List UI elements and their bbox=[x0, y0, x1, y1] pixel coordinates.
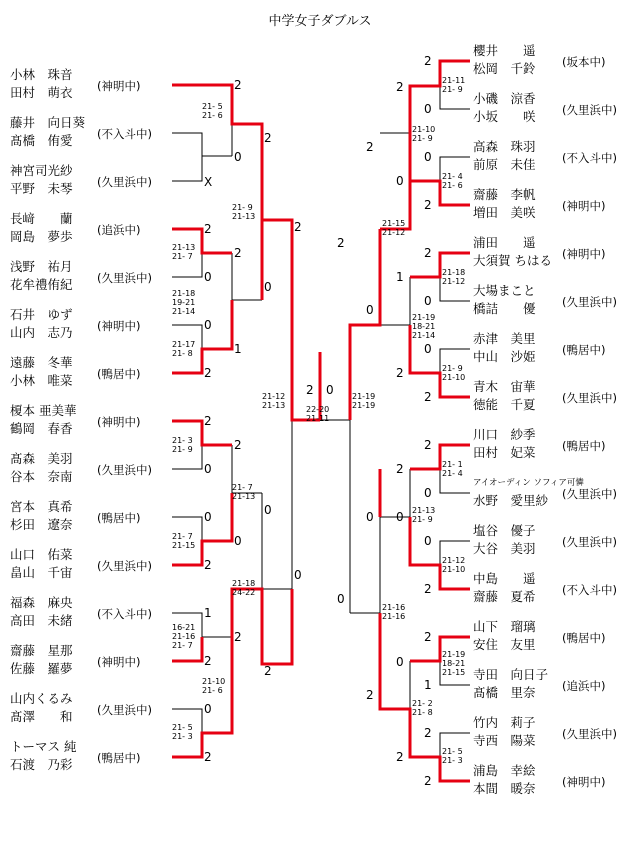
game-count: 0 bbox=[424, 150, 432, 164]
set-score: 21- 9 bbox=[442, 85, 463, 94]
set-scores bbox=[202, 102, 223, 120]
set-scores bbox=[306, 405, 329, 423]
game-count: 2 bbox=[234, 78, 242, 92]
game-count: 0 bbox=[326, 383, 334, 397]
player-name: 神宮司光紗 bbox=[10, 163, 73, 178]
set-score: 21- 8 bbox=[412, 708, 433, 717]
player-name: 大場まこと bbox=[473, 283, 536, 298]
set-score: 21- 9 bbox=[442, 364, 463, 373]
player-name: 竹内 莉子 bbox=[473, 715, 536, 730]
club-name: (久里浜中) bbox=[97, 463, 152, 477]
set-score: 21- 5 bbox=[442, 747, 463, 756]
game-count: 2 bbox=[366, 688, 374, 702]
set-scores bbox=[232, 483, 255, 501]
game-count: 0 bbox=[337, 592, 345, 606]
game-count: X bbox=[204, 175, 213, 189]
set-score: 21-13 bbox=[232, 212, 256, 221]
player-name: 髙橋 里奈 bbox=[473, 685, 536, 700]
club-name: (鴨居中) bbox=[97, 367, 141, 381]
game-count: 0 bbox=[396, 655, 404, 669]
player-name: 佐藤 羅夢 bbox=[10, 661, 73, 676]
player-name: 本間 暖奈 bbox=[473, 781, 536, 796]
set-score: 21-10 bbox=[442, 565, 466, 574]
club-name: (鴨居中) bbox=[562, 343, 606, 357]
game-count: 2 bbox=[337, 236, 345, 250]
set-score: 21-16 bbox=[382, 612, 406, 621]
set-score: 21-19 bbox=[352, 392, 376, 401]
club-name: (不入斗中) bbox=[97, 127, 152, 141]
game-count: 2 bbox=[306, 383, 314, 397]
player-name: 畠山 千宙 bbox=[10, 565, 73, 580]
player-name: 前原 未佳 bbox=[473, 157, 536, 172]
set-scores bbox=[442, 76, 465, 94]
player-name: 齋藤 夏希 bbox=[473, 589, 536, 604]
club-name: (久里浜中) bbox=[562, 391, 617, 405]
player-name: 花牟禮侑紀 bbox=[10, 277, 73, 292]
club-name: (久里浜中) bbox=[97, 559, 152, 573]
player-name: 小坂 咲 bbox=[473, 109, 536, 124]
set-score: 19-21 bbox=[172, 298, 196, 307]
player-name: 藤井 向日葵 bbox=[10, 115, 86, 130]
set-scores bbox=[232, 203, 255, 221]
club-name: (久里浜中) bbox=[97, 703, 152, 717]
club-name: (神明中) bbox=[562, 247, 606, 261]
set-score: 21- 5 bbox=[172, 723, 193, 732]
set-score: 21-15 bbox=[172, 541, 196, 550]
player-name: 青木 宙華 bbox=[473, 379, 536, 394]
set-score: 21-19 bbox=[412, 313, 436, 322]
game-count: 2 bbox=[204, 366, 212, 380]
set-scores bbox=[382, 219, 405, 237]
game-count: 2 bbox=[424, 582, 432, 596]
player-name: 小林 唯菜 bbox=[10, 373, 73, 388]
set-score: 21- 9 bbox=[232, 203, 253, 212]
set-score: 21-14 bbox=[412, 331, 436, 340]
club-name: (久里浜中) bbox=[97, 271, 152, 285]
game-count: 2 bbox=[396, 462, 404, 476]
player-name: 塩谷 優子 bbox=[473, 523, 536, 538]
set-score: 21- 5 bbox=[202, 102, 223, 111]
player-name: 大谷 美羽 bbox=[473, 541, 536, 556]
player-name: 山内くるみ bbox=[10, 691, 73, 706]
set-score: 21- 7 bbox=[232, 483, 253, 492]
game-count: 1 bbox=[424, 678, 432, 692]
game-count: 1 bbox=[204, 606, 212, 620]
player-name: 榎本 亜美華 bbox=[10, 403, 77, 418]
game-count: 0 bbox=[204, 702, 212, 716]
player-name: 石渡 乃彩 bbox=[10, 757, 73, 772]
player-name: 髙澤 和 bbox=[10, 709, 73, 724]
game-count: 0 bbox=[264, 280, 272, 294]
player-name: 遠藤 冬華 bbox=[10, 355, 73, 370]
set-scores bbox=[172, 340, 195, 358]
game-count: 2 bbox=[234, 630, 242, 644]
club-name: (鴨居中) bbox=[97, 751, 141, 765]
player-name: 長﨑 蘭 bbox=[10, 211, 73, 226]
set-scores bbox=[442, 556, 465, 574]
set-scores bbox=[412, 125, 435, 143]
game-count: 2 bbox=[264, 664, 272, 678]
player-name: 安住 友里 bbox=[473, 637, 536, 652]
player-name: 山下 瑠璃 bbox=[473, 619, 536, 634]
game-count: 0 bbox=[234, 150, 242, 164]
player-name: 水野 愛里紗 bbox=[473, 493, 549, 508]
set-scores bbox=[172, 532, 195, 550]
set-score: 21-13 bbox=[262, 401, 286, 410]
game-count: 2 bbox=[204, 654, 212, 668]
player-name: 赤津 美里 bbox=[473, 331, 536, 346]
game-count: 0 bbox=[234, 534, 242, 548]
set-score: 21-19 bbox=[442, 650, 466, 659]
set-score: 21- 4 bbox=[442, 172, 463, 181]
set-score: 21-19 bbox=[352, 401, 376, 410]
set-score: 18-21 bbox=[412, 322, 436, 331]
game-count: 0 bbox=[424, 294, 432, 308]
set-score: 24-22 bbox=[232, 588, 256, 597]
club-name: (神明中) bbox=[562, 775, 606, 789]
set-scores bbox=[352, 392, 375, 410]
set-scores bbox=[442, 172, 463, 190]
game-count: 0 bbox=[204, 270, 212, 284]
game-count: 2 bbox=[204, 222, 212, 236]
club-name: (神明中) bbox=[97, 655, 141, 669]
game-count: 2 bbox=[264, 131, 272, 145]
set-score: 21-16 bbox=[172, 632, 196, 641]
set-score: 21-18 bbox=[232, 579, 256, 588]
club-name: (追浜中) bbox=[562, 679, 606, 693]
game-count: 2 bbox=[366, 140, 374, 154]
club-name: (神明中) bbox=[97, 415, 141, 429]
set-score: 21-12 bbox=[442, 556, 466, 565]
player-name: 大須賀 ちはる bbox=[473, 253, 552, 268]
set-score: 21-18 bbox=[442, 268, 466, 277]
game-count: 1 bbox=[234, 342, 242, 356]
club-name: (神明中) bbox=[97, 319, 141, 333]
set-scores bbox=[442, 268, 465, 286]
club-name: (久里浜中) bbox=[562, 295, 617, 309]
set-score: 21-10 bbox=[202, 677, 226, 686]
set-score: 21- 2 bbox=[412, 699, 433, 708]
set-score: 21-15 bbox=[382, 219, 406, 228]
set-score: 21-12 bbox=[262, 392, 286, 401]
set-score: 21-12 bbox=[442, 277, 466, 286]
set-score: 21-13 bbox=[172, 243, 196, 252]
set-scores bbox=[232, 579, 255, 597]
player-name: 杉田 遼奈 bbox=[10, 517, 73, 532]
set-score: 21-18 bbox=[172, 289, 196, 298]
game-count: 2 bbox=[204, 414, 212, 428]
player-name: 中島 遥 bbox=[473, 571, 536, 586]
set-scores bbox=[172, 436, 193, 454]
club-name: (久里浜中) bbox=[97, 175, 152, 189]
set-score: 21- 1 bbox=[442, 460, 463, 469]
set-score: 21-15 bbox=[442, 668, 466, 677]
club-name: (久里浜中) bbox=[562, 103, 617, 117]
player-name: 松岡 千鈴 bbox=[473, 61, 536, 76]
club-name: (鴨居中) bbox=[97, 511, 141, 525]
game-count: 0 bbox=[204, 318, 212, 332]
player-name: 石井 ゆず bbox=[10, 307, 73, 322]
game-count: 0 bbox=[294, 568, 302, 582]
set-score: 21- 9 bbox=[412, 134, 433, 143]
game-count: 0 bbox=[204, 462, 212, 476]
game-count: 2 bbox=[424, 198, 432, 212]
player-name: 浅野 祐月 bbox=[10, 259, 73, 274]
club-name: (神明中) bbox=[562, 199, 606, 213]
set-scores bbox=[202, 677, 225, 695]
set-scores bbox=[412, 313, 435, 340]
player-name: アイオーディン ソフィア可憐 bbox=[473, 478, 584, 488]
set-score: 22-20 bbox=[306, 405, 330, 414]
game-count: 0 bbox=[424, 102, 432, 116]
set-score: 21- 7 bbox=[172, 641, 193, 650]
player-name: 山口 佑菜 bbox=[10, 547, 73, 562]
set-score: 21- 4 bbox=[442, 469, 463, 478]
set-score: 21- 3 bbox=[172, 732, 193, 741]
game-count: 2 bbox=[424, 438, 432, 452]
set-score: 21-14 bbox=[172, 307, 196, 316]
club-name: (坂本中) bbox=[562, 55, 606, 69]
player-name: 福森 麻央 bbox=[10, 595, 73, 610]
set-score: 21- 9 bbox=[412, 515, 433, 524]
game-count: 0 bbox=[204, 510, 212, 524]
player-name: 宮本 真希 bbox=[10, 499, 73, 514]
game-count: 0 bbox=[424, 342, 432, 356]
player-name: 髙橋 侑愛 bbox=[10, 133, 73, 148]
player-name: 髙森 美羽 bbox=[10, 451, 73, 466]
set-score: 18-21 bbox=[442, 659, 466, 668]
set-scores bbox=[442, 460, 463, 478]
player-name: 齋藤 星那 bbox=[10, 643, 73, 658]
club-name: (久里浜中) bbox=[562, 487, 617, 501]
club-name: (神明中) bbox=[97, 79, 141, 93]
player-name: 高森 珠羽 bbox=[473, 139, 536, 154]
game-count: 2 bbox=[424, 774, 432, 788]
player-name: 高田 未緒 bbox=[10, 613, 73, 628]
set-score: 21- 3 bbox=[442, 756, 463, 765]
game-count: 0 bbox=[396, 174, 404, 188]
set-score: 21- 9 bbox=[172, 445, 193, 454]
club-name: (不入斗中) bbox=[562, 151, 617, 165]
game-count: 2 bbox=[424, 630, 432, 644]
player-name: 浦島 幸絵 bbox=[473, 763, 536, 778]
set-score: 21- 3 bbox=[172, 436, 193, 445]
set-score: 21-16 bbox=[382, 603, 406, 612]
set-scores bbox=[412, 506, 435, 524]
player-name: 小林 珠音 bbox=[10, 67, 73, 82]
game-count: 0 bbox=[366, 510, 374, 524]
player-name: 岡島 夢歩 bbox=[10, 229, 73, 244]
set-scores bbox=[412, 699, 433, 717]
player-name: 齋藤 李帆 bbox=[473, 187, 536, 202]
game-count: 0 bbox=[424, 486, 432, 500]
player-name: 鶴岡 春香 bbox=[10, 421, 73, 436]
game-count: 2 bbox=[424, 54, 432, 68]
player-name: 小磯 涼香 bbox=[473, 91, 536, 106]
set-score: 21- 6 bbox=[202, 111, 223, 120]
set-score: 21-10 bbox=[442, 373, 466, 382]
game-count: 2 bbox=[424, 390, 432, 404]
game-count: 2 bbox=[396, 366, 404, 380]
game-count: 0 bbox=[366, 303, 374, 317]
club-name: (不入斗中) bbox=[562, 583, 617, 597]
set-scores bbox=[442, 650, 465, 677]
game-count: 2 bbox=[234, 246, 242, 260]
set-score: 21-13 bbox=[232, 492, 256, 501]
player-name: 増田 美咲 bbox=[473, 205, 536, 220]
game-count: 2 bbox=[204, 558, 212, 572]
set-scores bbox=[442, 364, 465, 382]
set-score: 21-11 bbox=[306, 414, 330, 423]
player-name: 寺西 陽菜 bbox=[473, 733, 536, 748]
set-score: 16-21 bbox=[172, 623, 196, 632]
set-score: 21-12 bbox=[382, 228, 406, 237]
set-score: 21- 8 bbox=[172, 349, 193, 358]
game-count: 2 bbox=[234, 438, 242, 452]
club-name: (久里浜中) bbox=[562, 727, 617, 741]
club-name: (鴨居中) bbox=[562, 439, 606, 453]
game-count: 2 bbox=[424, 246, 432, 260]
game-count: 2 bbox=[204, 750, 212, 764]
club-name: (追浜中) bbox=[97, 223, 141, 237]
set-score: 21- 7 bbox=[172, 252, 193, 261]
set-score: 21- 6 bbox=[202, 686, 223, 695]
player-name: 田村 萌衣 bbox=[10, 85, 73, 100]
game-count: 2 bbox=[294, 220, 302, 234]
player-name: トーマス 純 bbox=[10, 739, 77, 754]
set-score: 21- 6 bbox=[442, 181, 463, 190]
club-name: (久里浜中) bbox=[562, 535, 617, 549]
player-name: 橋詰 優 bbox=[473, 301, 536, 316]
club-name: (鴨居中) bbox=[562, 631, 606, 645]
club-name: (不入斗中) bbox=[97, 607, 152, 621]
player-name: 徳能 千夏 bbox=[473, 397, 536, 412]
game-count: 2 bbox=[396, 80, 404, 94]
set-scores bbox=[442, 747, 463, 765]
player-name: 山内 志乃 bbox=[10, 325, 73, 340]
set-scores bbox=[382, 603, 405, 621]
game-count: 0 bbox=[424, 534, 432, 548]
player-name: 中山 沙姫 bbox=[473, 349, 536, 364]
set-scores bbox=[172, 623, 195, 650]
player-name: 田村 妃菜 bbox=[473, 445, 536, 460]
player-name: 谷本 奈南 bbox=[10, 469, 73, 484]
set-score: 21-10 bbox=[412, 125, 436, 134]
set-scores bbox=[172, 289, 195, 316]
player-name: 川口 紗季 bbox=[473, 427, 536, 442]
player-name: 浦田 遥 bbox=[473, 235, 536, 250]
player-name: 櫻井 遥 bbox=[473, 43, 536, 58]
set-scores bbox=[172, 243, 195, 261]
set-score: 21-17 bbox=[172, 340, 196, 349]
game-count: 2 bbox=[424, 726, 432, 740]
game-count: 0 bbox=[264, 503, 272, 517]
game-count: 1 bbox=[396, 270, 404, 284]
game-count: 2 bbox=[396, 750, 404, 764]
set-scores bbox=[172, 723, 193, 741]
set-score: 21-11 bbox=[442, 76, 466, 85]
player-name: 平野 未琴 bbox=[10, 181, 73, 196]
set-scores bbox=[262, 392, 285, 410]
page-title: 中学女子ダブルス bbox=[268, 14, 372, 29]
set-score: 21- 7 bbox=[172, 532, 193, 541]
set-score: 21-13 bbox=[412, 506, 436, 515]
player-name: 寺田 向日子 bbox=[473, 667, 549, 682]
game-count: 0 bbox=[396, 510, 404, 524]
